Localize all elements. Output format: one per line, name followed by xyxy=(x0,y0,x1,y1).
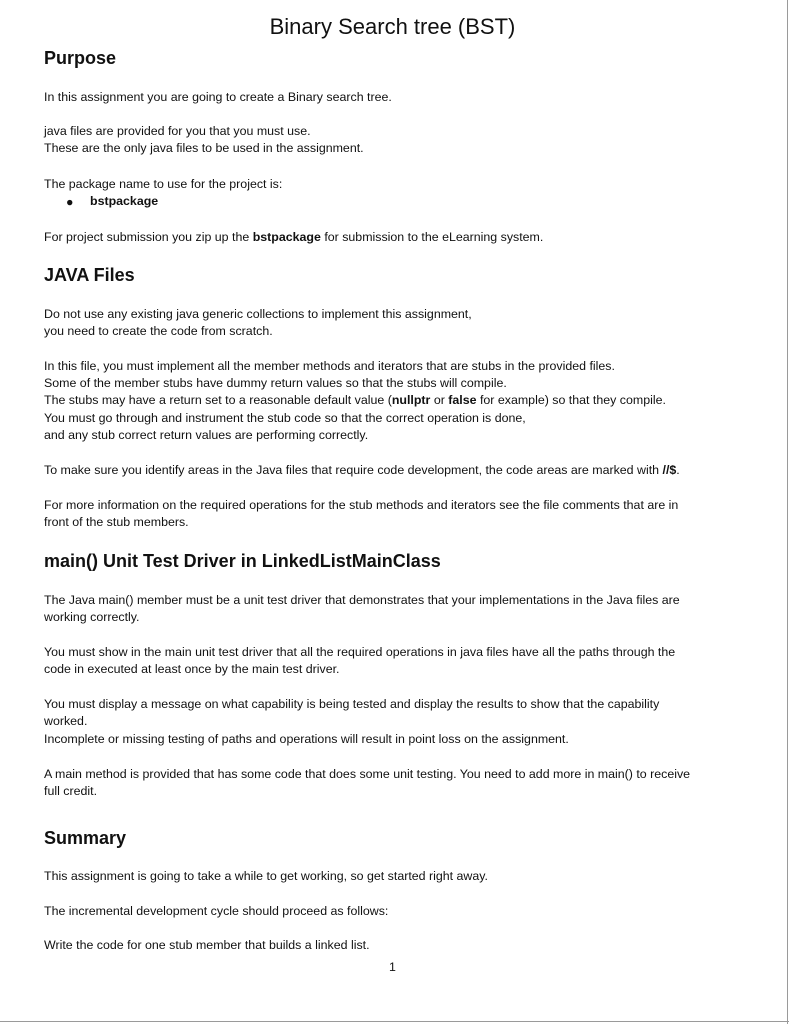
main-paragraph-4b: full credit. xyxy=(44,784,98,798)
main-paragraph-3c: Incomplete or missing testing of paths and operations will result in point loss on the assignment. xyxy=(44,732,569,746)
java-p2c-post: for example) so that they compile. xyxy=(476,393,666,407)
java-paragraph-2d: You must go through and instrument the stub code so that the correct operation is done, xyxy=(44,411,526,425)
java-p3-pre: To make sure you identify areas in the Java files that require code development, the code areas are marked with xyxy=(44,463,663,477)
java-paragraph-2b: Some of the member stubs have dummy return values so that the stubs will compile. xyxy=(44,376,507,390)
summary-paragraph-3: Write the code for one stub member that builds a linked list. xyxy=(44,938,370,952)
java-p2c-pre: The stubs may have a return set to a reasonable default value ( xyxy=(44,393,392,407)
main-paragraph-3a: You must display a message on what capability is being tested and display the results to show that the capability xyxy=(44,697,660,711)
purpose-heading: Purpose xyxy=(44,48,117,68)
java-paragraph-4a: For more information on the required operations for the stub methods and iterators see the file comments that are in xyxy=(44,498,679,512)
main-paragraph-4a: A main method is provided that has some code that does some unit testing. You need to add more in main() to receive xyxy=(44,767,691,781)
purpose-paragraph-3: The package name to use for the project is: xyxy=(44,177,283,191)
java-p2c-bold-1: nullptr xyxy=(391,393,431,407)
java-p2c-bold-2: false xyxy=(448,393,477,407)
java-p3-post: . xyxy=(676,463,680,477)
purpose-p4-bold: bstpackage xyxy=(252,230,321,244)
java-p3-bold: //$ xyxy=(662,463,677,477)
package-name-bullet: bstpackage xyxy=(90,194,159,208)
main-paragraph-3b: worked. xyxy=(44,714,88,728)
summary-paragraph-2: The incremental development cycle should proceed as follows: xyxy=(44,904,389,918)
java-p2c-mid: or xyxy=(430,393,449,407)
java-paragraph-1a: Do not use any existing java generic collections to implement this assignment, xyxy=(44,307,472,321)
summary-paragraph-1: This assignment is going to take a while to get working, so get started right away. xyxy=(44,869,488,883)
page-title: Binary Search tree (BST) xyxy=(269,14,516,39)
purpose-paragraph-2a: java files are provided for you that you must use. xyxy=(44,124,311,138)
bullet-dot-icon: ● xyxy=(66,195,74,209)
page-right-border xyxy=(787,0,788,1024)
purpose-paragraph-4 xyxy=(44,229,543,246)
page-number: 1 xyxy=(389,960,396,974)
main-paragraph-2a: You must show in the main unit test driver that all the required operations in java files have all the paths through the xyxy=(44,645,676,659)
main-paragraph-2b: code in executed at least once by the main test driver. xyxy=(44,662,340,676)
java-paragraph-2c xyxy=(44,392,666,409)
java-paragraph-2e: and any stub correct return values are performing correctly. xyxy=(44,428,369,442)
java-paragraph-4b: front of the stub members. xyxy=(44,515,189,529)
purpose-p4-pre: For project submission you zip up the xyxy=(44,230,253,244)
main-paragraph-1b: working correctly. xyxy=(44,610,140,624)
purpose-paragraph-1: In this assignment you are going to create a Binary search tree. xyxy=(44,90,392,104)
java-paragraph-1b: you need to create the code from scratch. xyxy=(44,324,273,338)
main-driver-heading: main() Unit Test Driver in LinkedListMainClass xyxy=(44,551,441,571)
purpose-p4-post: for submission to the eLearning system. xyxy=(320,230,544,244)
page-bottom-border xyxy=(0,1021,789,1022)
java-files-heading: JAVA Files xyxy=(44,265,135,285)
java-paragraph-3 xyxy=(44,462,680,479)
summary-heading: Summary xyxy=(44,828,127,848)
java-paragraph-2a: In this file, you must implement all the member methods and iterators that are stubs in the provided files. xyxy=(44,359,615,373)
purpose-paragraph-2b: These are the only java files to be used in the assignment. xyxy=(44,141,364,155)
main-paragraph-1a: The Java main() member must be a unit test driver that demonstrates that your implementations in the Java files are xyxy=(44,593,680,607)
